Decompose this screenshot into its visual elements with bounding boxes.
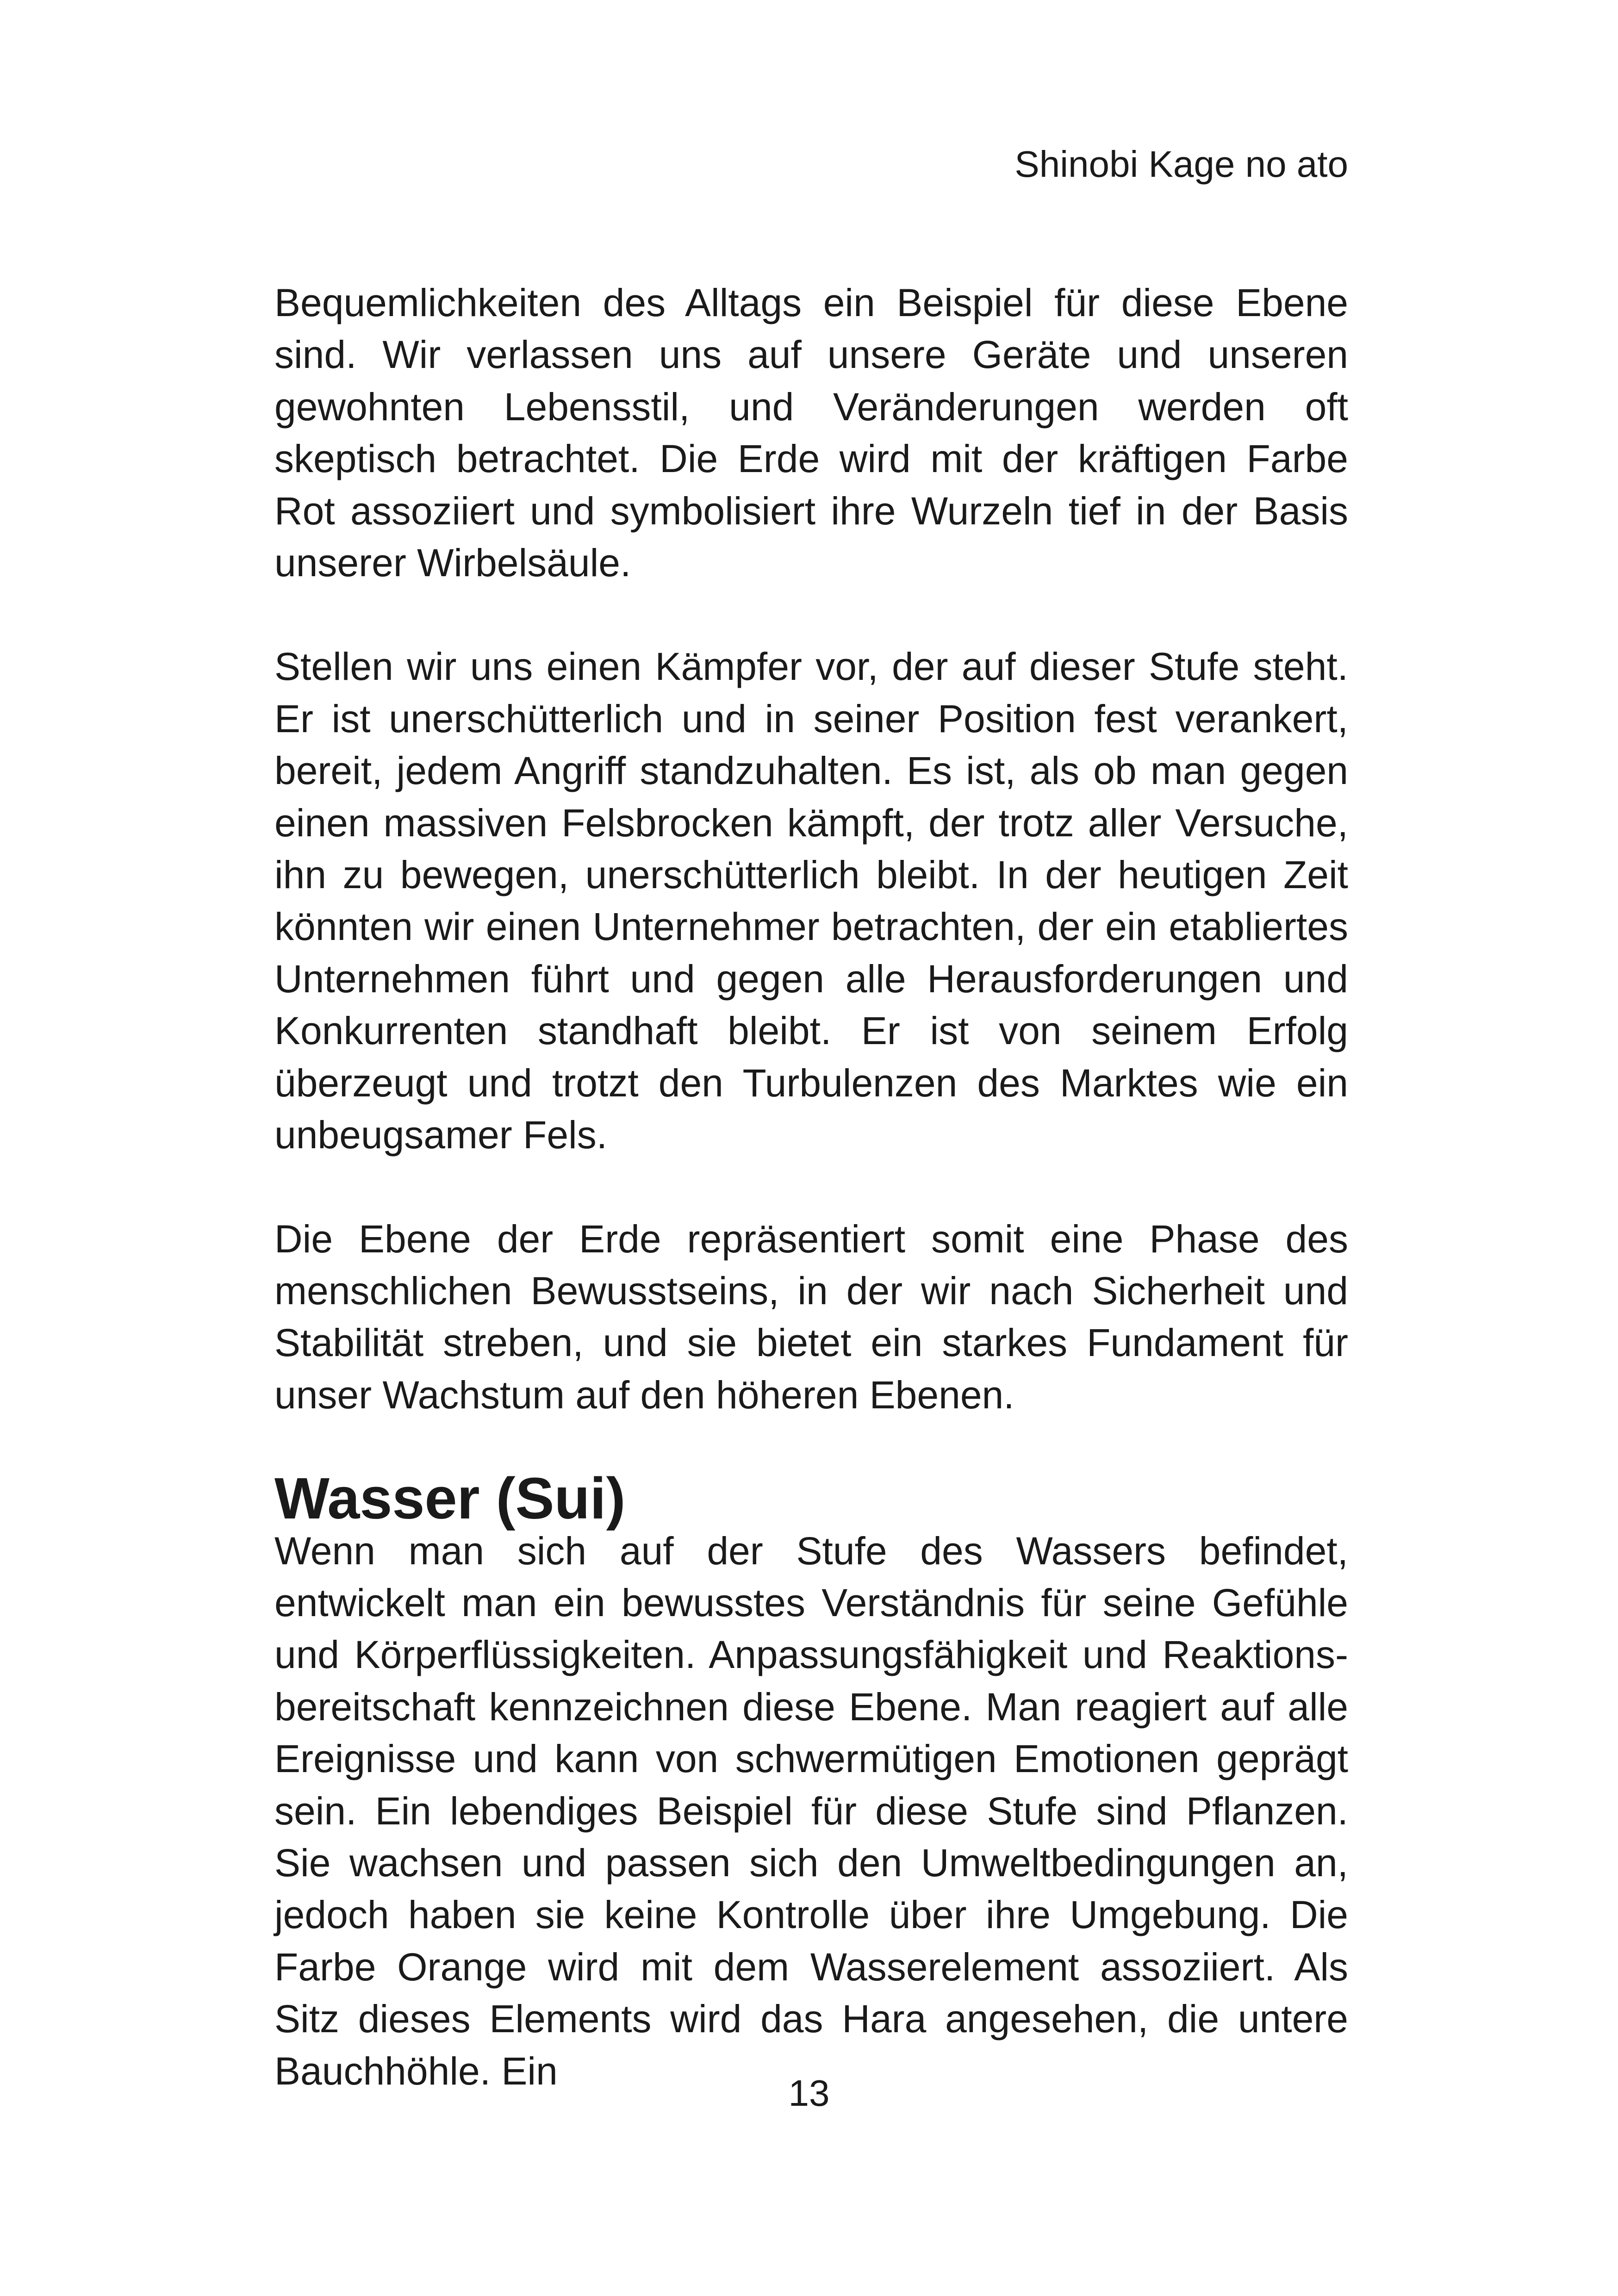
body-text <box>274 277 1348 2097</box>
paragraph-earth-summary: Die Ebene der Erde repräsentiert somit eine Phase des menschlichen Bewusstseins, in der wir nach Sicherheit und Stabilität streben, und sie bietet ein starkes Fundament für unser Wachstum auf den höheren Ebenen. <box>274 1217 1348 1417</box>
paragraph-earth-comforts: Bequemlichkeiten des Alltags ein Beispiel für diese Ebene sind. Wir verlassen uns auf unsere Geräte und unseren gewohnten Lebensstil, und Veränderungen werden oft skeptisch betrachtet. Die Erde wird mit der kräftigen Farbe Rot assoziiert und symbolisiert ihre Wurzeln tief in der Basis unserer Wirbelsäule. <box>274 281 1348 585</box>
paragraph-earth-fighter: Stellen wir uns einen Kämpfer vor, der auf dieser Stufe steht. Er ist unerschütterlich und in seiner Position fest verankert, bereit, jedem Angriff standzuhalten. Es ist, als ob man gegen einen massiven Felsbrocken kämpft, der trotz aller Versuche, ihn zu bewegen, unerschütterlich bleibt. In der heutigen Zeit könnten wir einen Unternehmer betrachten, der ein etabliertes Unternehmen führt und gegen alle Herausforderungen und Konkurrenten standhaft bleibt. Er ist von seinem Erfolg überzeugt und trotzt den Turbulenzen des Marktes wie ein unbeugsamer Fels. <box>274 645 1348 1157</box>
section-heading-water: Wasser (Sui) <box>274 1466 626 1531</box>
page-number: 13 <box>788 2072 830 2114</box>
paragraph-water: Wenn man sich auf der Stufe des Wassers befindet, entwickelt man ein bewusstes Verständnis für seine Gefühle und Körperflüssigkeiten. Anpassungsfähigkeit und Reaktions-​bereitschaft kennzeichnen diese Ebene. Man reagiert auf alle Ereignisse und kann von schwermütigen Emotionen geprägt sein. Ein lebendiges Beispiel für diese Stufe sind Pflanzen. Sie wachsen und passen sich den Umweltbedingungen an, jedoch haben sie keine Kontrolle über ihre Umgebung. Die Farbe Orange wird mit dem Wasserelement assoziiert. Als Sitz dieses Elements wird das Hara angesehen, die untere Bauchhöhle. Ein <box>274 1529 1348 2093</box>
running-header: Shinobi Kage no ato <box>1014 143 1348 185</box>
